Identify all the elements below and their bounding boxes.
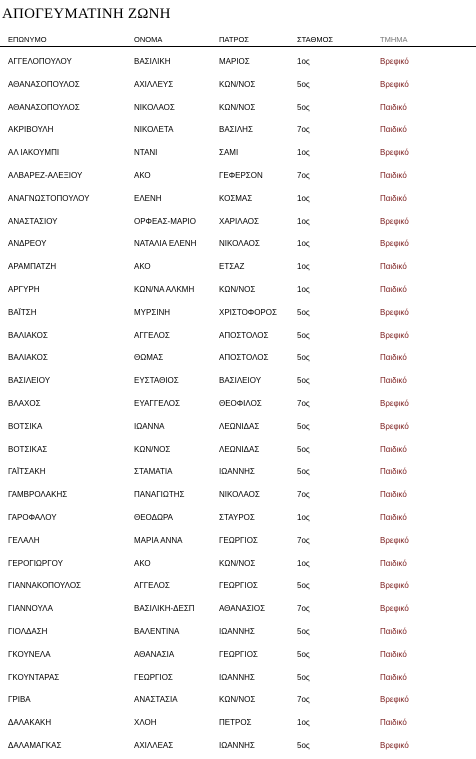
department-cell: Παιδικό [380, 376, 407, 386]
name-cell: ΝΤΑΝΙ [134, 148, 158, 158]
father-cell: ΚΩΝ/ΝΟΣ [219, 102, 256, 112]
department-cell: Παιδικό [380, 193, 407, 203]
column-header-father: ΠΑΤΡΟΣ [219, 35, 249, 44]
department-cell: Βρεφικό [380, 57, 409, 66]
name-cell: ΚΩΝ/ΝΑ ΑΛΚΜΗ [134, 284, 195, 294]
station-cell: 5ος [297, 626, 310, 636]
father-cell: ΜΑΡΙΟΣ [219, 57, 250, 66]
station-cell: 5ος [297, 330, 310, 340]
name-cell: ΒΑΛΕΝΤΙΝΑ [134, 626, 180, 636]
surname-cell: ΒΛΑΧΟΣ [8, 398, 41, 408]
station-cell: 1ος [297, 718, 310, 728]
father-cell: ΑΠΟΣΤΟΛΟΣ [219, 353, 269, 363]
department-cell: Παιδικό [380, 718, 407, 728]
table-row [0, 622, 476, 645]
station-cell: 1ος [297, 262, 310, 272]
surname-cell: ΑΡΓΥΡΗ [8, 284, 40, 294]
table-header [0, 33, 476, 47]
surname-cell: ΓΚΟΥΝΕΛΑ [8, 649, 51, 659]
department-cell: Παιδικό [380, 558, 407, 568]
father-cell: ΠΕΤΡΟΣ [219, 718, 252, 728]
table-row [0, 576, 476, 599]
name-cell: ΑΧΙΛΛΕΥΣ [134, 79, 174, 89]
station-cell: 5ος [297, 649, 310, 659]
surname-cell: ΑΘΑΝΑΣΟΠΟΥΛΟΣ [8, 102, 80, 112]
department-cell: Παιδικό [380, 102, 407, 112]
name-cell: ΑΝΑΣΤΑΣΙΑ [134, 695, 178, 705]
department-cell: Βρεφικό [380, 307, 409, 317]
surname-cell: ΒΟΤΣΙΚΑΣ [8, 444, 48, 454]
column-header-station: ΣΤΑΘΜΟΣ [297, 35, 334, 44]
father-cell: ΓΕΩΡΓΙΟΣ [219, 535, 258, 545]
department-cell: Παιδικό [380, 125, 407, 135]
column-header-name: ΟΝΟΜΑ [134, 35, 163, 44]
station-cell: 1ος [297, 148, 310, 158]
name-cell: ΘΩΜΑΣ [134, 353, 164, 363]
father-cell: ΝΙΚΟΛΑΟΣ [219, 490, 260, 500]
surname-cell: ΑΝΔΡΕΟΥ [8, 239, 47, 249]
station-cell: 5ος [297, 672, 310, 682]
name-cell: ΑΓΓΕΛΟΣ [134, 330, 170, 340]
department-cell: Βρεφικό [380, 148, 409, 158]
surname-cell: ΓΡΙΒΑ [8, 695, 31, 705]
father-cell: ΓΕΩΡΓΙΟΣ [219, 581, 258, 591]
surname-cell: ΑΛ ΙΑΚΟΥΜΠΙ [8, 148, 60, 158]
father-cell: ΙΩΑΝΝΗΣ [219, 672, 255, 682]
department-cell: Βρεφικό [380, 239, 409, 249]
surname-cell: ΓΕΡΟΓΙΩΡΓΟΥ [8, 558, 63, 568]
department-cell: Βρεφικό [380, 398, 409, 408]
table-row [0, 485, 476, 508]
page-title: ΑΠΟΓΕΥΜΑΤΙΝΗ ΖΩΝΗ [2, 6, 171, 22]
table-row [0, 98, 476, 121]
table-row [0, 52, 476, 75]
father-cell: ΚΩΝ/ΝΟΣ [219, 284, 256, 294]
father-cell: ΚΩΝ/ΝΟΣ [219, 695, 256, 705]
table-row [0, 280, 476, 303]
table-row [0, 645, 476, 668]
station-cell: 5ος [297, 102, 310, 112]
department-cell: Παιδικό [380, 626, 407, 636]
department-cell: Παιδικό [380, 262, 407, 272]
father-cell: ΒΑΣΙΛΗΣ [219, 125, 253, 135]
name-cell: ΒΑΣΙΛΙΚΗ-ΔΕΣΠ [134, 604, 195, 614]
name-cell: ΑΧΙΛΛΕΑΣ [134, 740, 174, 750]
station-cell: 5ος [297, 467, 310, 477]
surname-cell: ΔΑΛΑΚΑΚΗ [8, 718, 52, 728]
name-cell: ΕΥΑΓΓΕΛΟΣ [134, 398, 180, 408]
name-cell: ΑΚΟ [134, 558, 151, 568]
surname-cell: ΓΙΑΝΝΑΚΟΠΟΥΛΟΣ [8, 581, 81, 591]
name-cell: ΘΕΟΔΩΡΑ [134, 512, 174, 522]
table-row [0, 554, 476, 577]
name-cell: ΕΥΣΤΑΘΙΟΣ [134, 376, 179, 386]
table-row [0, 348, 476, 371]
station-cell: 1ος [297, 239, 310, 249]
name-cell: ΧΛΟΗ [134, 718, 157, 728]
surname-cell: ΒΑΣΙΛΕΙΟΥ [8, 376, 51, 386]
name-cell: ΑΚΟ [134, 262, 151, 272]
table-row [0, 440, 476, 463]
surname-cell: ΑΝΑΣΤΑΣΙΟΥ [8, 216, 58, 226]
department-cell: Παιδικό [380, 672, 407, 682]
father-cell: ΚΩΝ/ΝΟΣ [219, 79, 256, 89]
table-row [0, 143, 476, 166]
table-row [0, 326, 476, 349]
father-cell: ΚΟΣΜΑΣ [219, 193, 253, 203]
surname-cell: ΑΝΑΓΝΩΣΤΟΠΟΥΛΟΥ [8, 193, 90, 203]
department-cell: Βρεφικό [380, 79, 409, 89]
department-cell: Βρεφικό [380, 216, 409, 226]
surname-cell: ΓΕΛΑΛΗ [8, 535, 40, 545]
surname-cell: ΓΑΪΤΣΑΚΗ [8, 467, 46, 477]
table-row [0, 599, 476, 622]
department-cell: Βρεφικό [380, 421, 409, 431]
surname-cell: ΒΑΛΙΑΚΟΣ [8, 330, 48, 340]
station-cell: 5ος [297, 79, 310, 89]
surname-cell: ΑΚΡΙΒΟΥΛΗ [8, 125, 54, 135]
father-cell: ΙΩΑΝΝΗΣ [219, 626, 255, 636]
station-cell: 5ος [297, 421, 310, 431]
name-cell: ΝΑΤΑΛΙΑ ΕΛΕΝΗ [134, 239, 197, 249]
table-row [0, 371, 476, 394]
department-cell: Βρεφικό [380, 740, 409, 750]
name-cell: ΜΥΡΣΙΝΗ [134, 307, 171, 317]
department-cell: Παιδικό [380, 512, 407, 522]
name-cell: ΠΑΝΑΓΙΩΤΗΣ [134, 490, 185, 500]
station-cell: 7ος [297, 535, 310, 545]
father-cell: ΧΡΙΣΤΟΦΟΡΟΣ [219, 307, 277, 317]
department-cell: Παιδικό [380, 467, 407, 477]
father-cell: ΧΑΡΙΛΑΟΣ [219, 216, 259, 226]
station-cell: 5ος [297, 353, 310, 363]
department-cell: Βρεφικό [380, 604, 409, 614]
father-cell: ΛΕΩΝΙΔΑΣ [219, 421, 260, 431]
table-row [0, 713, 476, 736]
table-row [0, 75, 476, 98]
station-cell: 1ος [297, 193, 310, 203]
department-cell: Παιδικό [380, 444, 407, 454]
station-cell: 1ος [297, 558, 310, 568]
station-cell: 7ος [297, 398, 310, 408]
table-row [0, 303, 476, 326]
table-row [0, 462, 476, 485]
table-row [0, 668, 476, 691]
table-row [0, 257, 476, 280]
name-cell: ΓΕΩΡΓΙΟΣ [134, 672, 173, 682]
surname-cell: ΑΛΒΑΡΕΖ-ΑΛΕΞΙΟΥ [8, 170, 83, 180]
station-cell: 7ος [297, 490, 310, 500]
name-cell: ΕΛΕΝΗ [134, 193, 162, 203]
name-cell: ΝΙΚΟΛΑΟΣ [134, 102, 175, 112]
father-cell: ΝΙΚΟΛΑΟΣ [219, 239, 260, 249]
station-cell: 5ος [297, 740, 310, 750]
department-cell: Βρεφικό [380, 330, 409, 340]
surname-cell: ΔΑΛΑΜΑΓΚΑΣ [8, 740, 62, 750]
station-cell: 1ος [297, 57, 310, 66]
father-cell: ΑΘΑΝΑΣΙΟΣ [219, 604, 266, 614]
department-cell: Παιδικό [380, 490, 407, 500]
name-cell: ΑΘΑΝΑΣΙΑ [134, 649, 175, 659]
table-row [0, 212, 476, 235]
father-cell: ΕΤΣΑΖ [219, 262, 245, 272]
column-header-surname: ΕΠΩΝΥΜΟ [8, 35, 47, 44]
name-cell: ΚΩΝ/ΝΟΣ [134, 444, 171, 454]
station-cell: 5ος [297, 444, 310, 454]
surname-cell: ΒΑΪΤΣΗ [8, 307, 37, 317]
department-cell: Παιδικό [380, 170, 407, 180]
father-cell: ΓΕΦΕΡΣΟΝ [219, 170, 263, 180]
name-cell: ΒΑΣΙΛΙΚΗ [134, 57, 171, 66]
name-cell: ΟΡΦΕΑΣ-ΜΑΡΙΟ [134, 216, 197, 226]
station-cell: 7ος [297, 170, 310, 180]
column-header-department: ΤΜΗΜΑ [380, 35, 408, 44]
department-cell: Παιδικό [380, 649, 407, 659]
table-row [0, 736, 476, 759]
station-cell: 7ος [297, 604, 310, 614]
father-cell: ΛΕΩΝΙΔΑΣ [219, 444, 260, 454]
station-cell: 7ος [297, 125, 310, 135]
name-cell: ΝΙΚΟΛΕΤΑ [134, 125, 174, 135]
department-cell: Βρεφικό [380, 535, 409, 545]
father-cell: ΓΕΩΡΓΙΟΣ [219, 649, 258, 659]
surname-cell: ΒΟΤΣΙΚΑ [8, 421, 43, 431]
name-cell: ΑΓΓΕΛΟΣ [134, 581, 170, 591]
station-cell: 5ος [297, 581, 310, 591]
father-cell: ΑΠΟΣΤΟΛΟΣ [219, 330, 269, 340]
table-row [0, 531, 476, 554]
father-cell: ΣΑΜΙ [219, 148, 239, 158]
father-cell: ΣΤΑΥΡΟΣ [219, 512, 255, 522]
table-row [0, 189, 476, 212]
name-cell: ΣΤΑΜΑΤΙΑ [134, 467, 173, 477]
father-cell: ΚΩΝ/ΝΟΣ [219, 558, 256, 568]
surname-cell: ΓΑΜΒΡΟΛΑΚΗΣ [8, 490, 68, 500]
table-body [0, 52, 476, 759]
station-cell: 1ος [297, 512, 310, 522]
father-cell: ΙΩΑΝΝΗΣ [219, 467, 255, 477]
table-row [0, 690, 476, 713]
table-row [0, 508, 476, 531]
department-cell: Παιδικό [380, 353, 407, 363]
surname-cell: ΑΓΓΕΛΟΠΟΥΛΟΥ [8, 57, 72, 66]
father-cell: ΙΩΑΝΝΗΣ [219, 740, 255, 750]
header-divider [0, 46, 476, 47]
table-row [0, 417, 476, 440]
department-cell: Βρεφικό [380, 581, 409, 591]
surname-cell: ΑΘΑΝΑΣΟΠΟΥΛΟΣ [8, 79, 80, 89]
table-row [0, 166, 476, 189]
father-cell: ΘΕΟΦΙΛΟΣ [219, 398, 262, 408]
surname-cell: ΒΑΛΙΑΚΟΣ [8, 353, 48, 363]
station-cell: 1ος [297, 216, 310, 226]
department-cell: Βρεφικό [380, 695, 409, 705]
name-cell: ΑΚΟ [134, 170, 151, 180]
station-cell: 5ος [297, 376, 310, 386]
surname-cell: ΓΚΟΥΝΤΑΡΑΣ [8, 672, 60, 682]
department-cell: Παιδικό [380, 284, 407, 294]
station-cell: 1ος [297, 284, 310, 294]
table-row [0, 120, 476, 143]
table-row [0, 234, 476, 257]
station-cell: 7ος [297, 695, 310, 705]
name-cell: ΙΩΑΝΝΑ [134, 421, 165, 431]
table-row [0, 394, 476, 417]
station-cell: 5ος [297, 307, 310, 317]
surname-cell: ΓΙΑΝΝΟΥΛΑ [8, 604, 53, 614]
father-cell: ΒΑΣΙΛΕΙΟΥ [219, 376, 262, 386]
surname-cell: ΓΙΟΛΔΑΣΗ [8, 626, 48, 636]
surname-cell: ΑΡΑΜΠΑΤΖΗ [8, 262, 57, 272]
name-cell: ΜΑΡΙΑ ΑΝΝΑ [134, 535, 183, 545]
surname-cell: ΓΑΡΟΦΑΛΟΥ [8, 512, 57, 522]
